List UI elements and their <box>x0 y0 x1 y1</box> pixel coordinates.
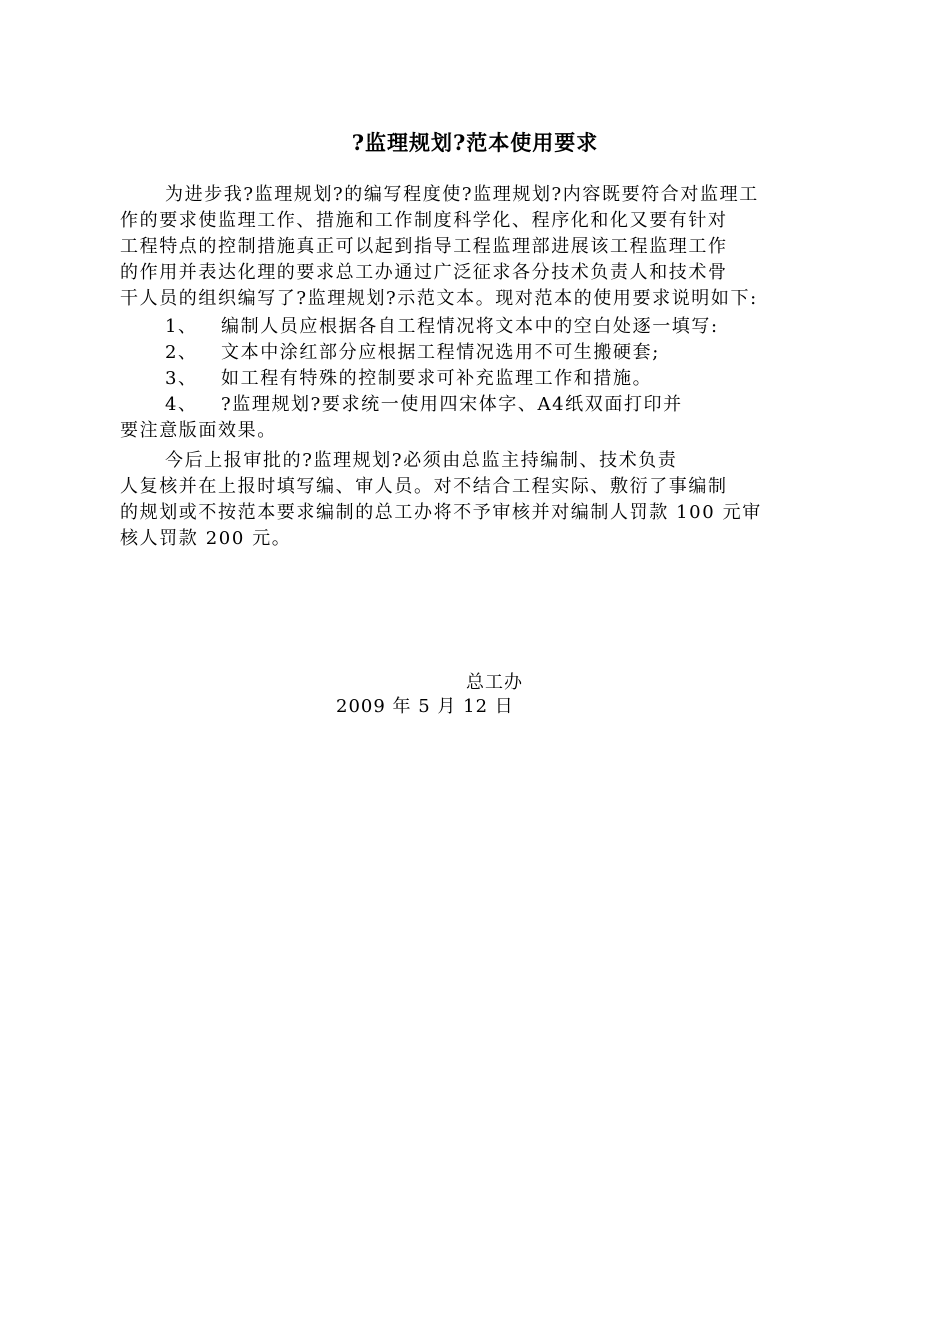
intro-line: 的作用并表达化理的要求总工办通过广泛征求各分技术负责人和技术骨 <box>120 262 728 283</box>
intro-paragraph <box>120 182 840 312</box>
list-number: 1、 <box>165 316 198 337</box>
list-number: 2、 <box>165 342 198 363</box>
list-continuation: 要注意版面效果。 <box>120 420 277 441</box>
closing-line: 核人罚款 200 元。 <box>120 528 292 549</box>
list-item <box>120 340 840 366</box>
list-text: 文本中涂红部分应根据工程情况选用不可生搬硬套; <box>221 342 660 363</box>
document-title: ?监理规划?范本使用要求 <box>351 130 599 155</box>
list-item <box>120 366 840 392</box>
list-text: 编制人员应根据各自工程情况将文本中的空白处逐一填写: <box>221 316 719 337</box>
list-text: ?监理规划?要求统一使用四宋体字、A4纸双面打印并 <box>221 394 683 415</box>
closing-line: 的规划或不按范本要求编制的总工办将不予审核并对编制人罚款 100 元审 <box>120 502 762 523</box>
closing-line: 今后上报审批的?监理规划?必须由总监主持编制、技术负责 <box>165 450 678 471</box>
signature-date: 2009 年 5 月 12 日 <box>336 696 514 717</box>
intro-line: 工程特点的控制措施真正可以起到指导工程监理部进展该工程监理工作 <box>120 236 728 257</box>
closing-paragraph <box>120 448 840 552</box>
list-number: 4、 <box>165 394 198 415</box>
list-number: 3、 <box>165 368 198 389</box>
intro-line: 干人员的组织编写了?监理规划?示范文本。现对范本的使用要求说明如下: <box>120 288 758 309</box>
list-item <box>120 314 840 340</box>
closing-line: 人复核并在上报时填写编、审人员。对不结合工程实际、敷衍了事编制 <box>120 476 728 497</box>
requirements-list <box>120 314 840 444</box>
list-item <box>120 392 840 418</box>
intro-line: 作的要求使监理工作、措施和工作制度科学化、程序化和化又要有针对 <box>120 210 728 231</box>
signature-issuer: 总工办 <box>466 672 523 693</box>
list-text: 如工程有特殊的控制要求可补充监理工作和措施。 <box>221 368 653 389</box>
intro-line: 为进步我?监理规划?的编写程度使?监理规划?内容既要符合对监理工 <box>165 184 759 205</box>
